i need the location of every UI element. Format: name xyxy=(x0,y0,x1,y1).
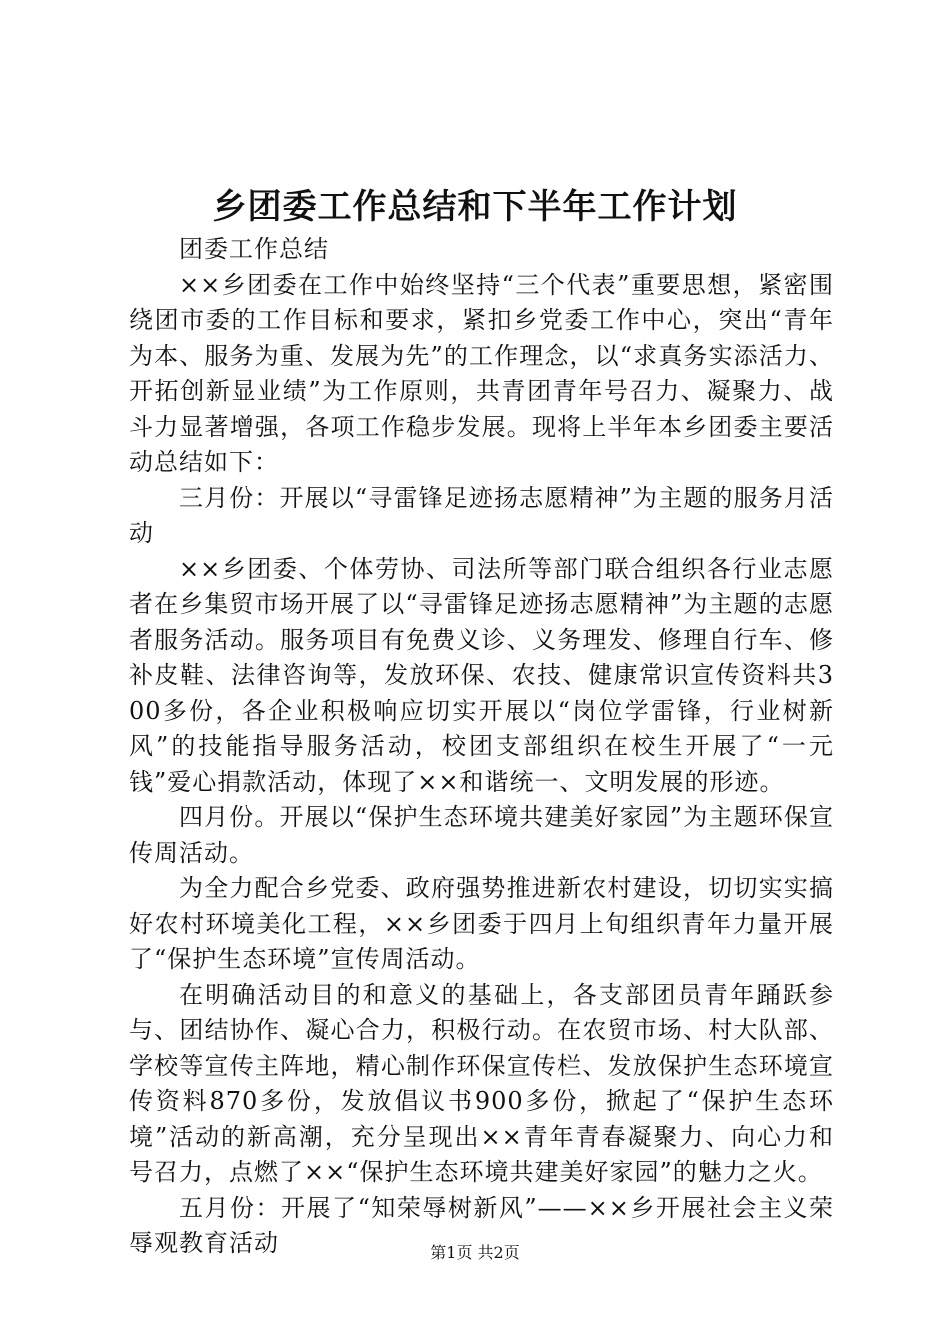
document-body xyxy=(129,232,834,1262)
paragraph-may-heading: 五月份：开展了“知荣辱树新风”——××乡开展社会主义荣辱观教育活动 xyxy=(129,1193,834,1257)
paragraph-section-heading: 团委工作总结 xyxy=(179,235,329,263)
paragraph-intro: ××乡团委在工作中始终坚持“三个代表”重要思想，紧密围绕团市委的工作目标和要求，紧扣乡党委工作中心，突出“青年为本、服务为重、发展为先”的工作理念，以“求真务实添活力、开拓创新显业绩”为工作原则，共青团青年号召力、凝聚力、战斗力显著增强，各项工作稳步发展。现将上半年本乡团委主要活动总结如下： xyxy=(129,270,834,476)
paragraph-april-body-2: 在明确活动目的和意义的基础上，各支部团员青年踊跃参与、团结协作、凝心合力，积极行动。在农贸市场、村大队部、学校等宣传主阵地，精心制作环保宣传栏、发放保护生态环境宣传资料870多份，发放倡议书900多份，掀起了“保护生态环境”活动的新高潮，充分呈现出××青年青春凝聚力、向心力和号召力，点燃了××“保护生态环境共建美好家园”的魅力之火。 xyxy=(129,980,834,1186)
paragraph-april-heading: 四月份。开展以“保护生态环境共建美好家园”为主题环保宣传周活动。 xyxy=(129,803,834,867)
paragraph-march-body: ××乡团委、个体劳协、司法所等部门联合组织各行业志愿者在乡集贸市场开展了以“寻雷锋足迹扬志愿精神”为主题的志愿者服务活动。服务项目有免费义诊、义务理发、修理自行车、修补皮鞋、法律咨询等，发放环保、农技、健康常识宣传资料共300多份，各企业积极响应切实开展以“岗位学雷锋，行业树新风”的技能指导服务活动，校团支部组织在校生开展了“一元钱”爱心捐款活动，体现了××和谐统一、文明发展的形迹。 xyxy=(129,554,834,796)
paragraph-april-body-1: 为全力配合乡党委、政府强势推进新农村建设，切切实实搞好农村环境美化工程，××乡团委于四月上旬组织青年力量开展了“保护生态环境”宣传周活动。 xyxy=(129,874,834,973)
paragraph-march-heading: 三月份：开展以“寻雷锋足迹扬志愿精神”为主题的服务月活动 xyxy=(129,483,834,547)
document-title: 乡团委工作总结和下半年工作计划 xyxy=(212,187,738,227)
page-number-footer: 第1页 共2页 xyxy=(430,1243,520,1262)
